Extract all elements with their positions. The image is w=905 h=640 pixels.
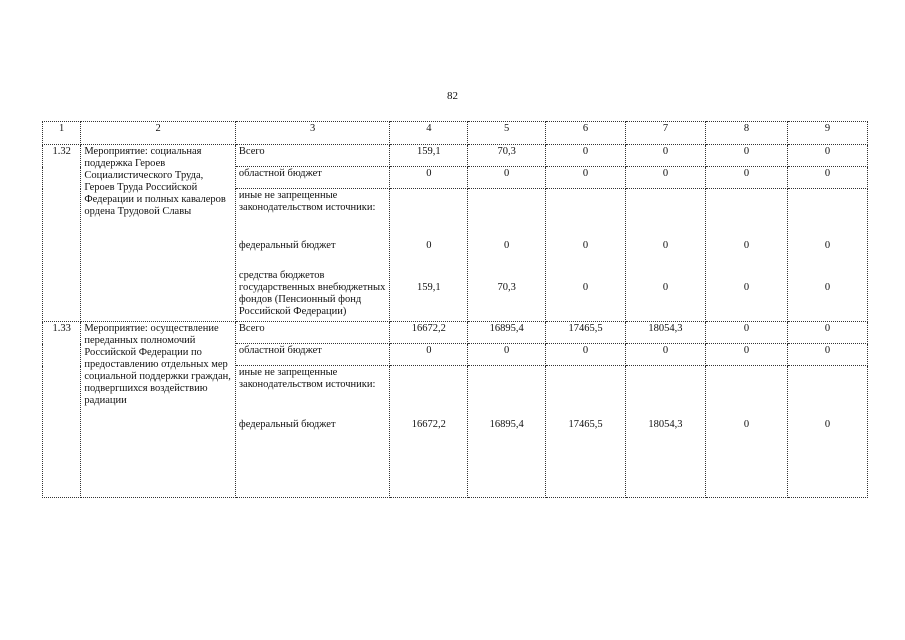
table-header-row bbox=[43, 122, 868, 145]
value-cell bbox=[787, 366, 867, 498]
value-cell: 0 bbox=[705, 344, 787, 366]
source-label: областной бюджет bbox=[235, 344, 390, 366]
table-row bbox=[43, 145, 868, 167]
value: 0 bbox=[504, 240, 510, 251]
source-label: Всего bbox=[235, 322, 390, 344]
value-cell bbox=[546, 189, 626, 322]
header-cell: 9 bbox=[787, 122, 867, 145]
value-cell bbox=[705, 189, 787, 322]
value-cell: 0 bbox=[625, 344, 705, 366]
source-label: федеральный бюджет bbox=[238, 240, 336, 251]
source-label: Всего bbox=[235, 145, 390, 167]
value-cell bbox=[468, 189, 546, 322]
value-cell: 0 bbox=[390, 167, 468, 189]
value-cell bbox=[625, 366, 705, 498]
value: 70,3 bbox=[497, 282, 516, 293]
header-cell: 4 bbox=[390, 122, 468, 145]
budget-table bbox=[42, 121, 868, 498]
value-cell: 16672,2 bbox=[390, 322, 468, 344]
value-cell: 18054,3 bbox=[625, 322, 705, 344]
source-group-label: иные не запрещенные законодательством источники: bbox=[238, 367, 376, 390]
value: 0 bbox=[824, 419, 831, 430]
value: 16672,2 bbox=[411, 419, 446, 430]
value: 0 bbox=[662, 240, 669, 251]
source-label: федеральный бюджет bbox=[238, 419, 336, 430]
event-description: Мероприятие: осуществление переданных полномочий Российской Федерации по предоставлению отдельных мер социальной поддержки граждан, подвергшихся воздействию радиации bbox=[81, 322, 236, 498]
value: 159,1 bbox=[417, 282, 441, 293]
value-cell: 17465,5 bbox=[546, 322, 626, 344]
value: 16895,4 bbox=[489, 419, 524, 430]
value-cell: 0 bbox=[468, 167, 546, 189]
header-cell: 8 bbox=[705, 122, 787, 145]
value-cell bbox=[625, 189, 705, 322]
value-cell: 0 bbox=[705, 167, 787, 189]
value-cell: 0 bbox=[705, 145, 787, 167]
source-label: областной бюджет bbox=[235, 167, 390, 189]
header-cell: 7 bbox=[625, 122, 705, 145]
value-cell bbox=[390, 189, 468, 322]
value: 17465,5 bbox=[568, 419, 603, 430]
header-cell: 5 bbox=[468, 122, 546, 145]
source-group-label: иные не запрещенные законодательством источники: bbox=[238, 190, 376, 213]
header-cell: 2 bbox=[81, 122, 236, 145]
value-cell: 0 bbox=[546, 145, 626, 167]
value-cell: 0 bbox=[546, 344, 626, 366]
value: 0 bbox=[743, 240, 750, 251]
value-cell: 0 bbox=[787, 145, 867, 167]
row-index: 1.32 bbox=[43, 145, 81, 322]
value-cell bbox=[705, 366, 787, 498]
value: 18054,3 bbox=[648, 419, 683, 430]
source-label: средства бюджетов государственных внебюджетных фондов (Пенсионный фонд Российской Федерации) bbox=[238, 270, 386, 317]
value-cell: 0 bbox=[546, 167, 626, 189]
header-cell: 6 bbox=[546, 122, 626, 145]
value-cell: 0 bbox=[787, 344, 867, 366]
value-cell: 0 bbox=[390, 344, 468, 366]
value-cell: 0 bbox=[787, 322, 867, 344]
value-cell bbox=[390, 366, 468, 498]
value-cell bbox=[468, 366, 546, 498]
value: 0 bbox=[426, 240, 432, 251]
value: 0 bbox=[743, 419, 750, 430]
source-group bbox=[235, 366, 390, 498]
value: 0 bbox=[743, 282, 750, 293]
value-cell: 70,3 bbox=[468, 145, 546, 167]
value: 0 bbox=[824, 240, 831, 251]
value-cell: 0 bbox=[705, 322, 787, 344]
table-row bbox=[43, 322, 868, 344]
value-cell: 16895,4 bbox=[468, 322, 546, 344]
value: 0 bbox=[582, 240, 589, 251]
value-cell: 0 bbox=[787, 167, 867, 189]
value: 0 bbox=[582, 282, 589, 293]
source-group bbox=[235, 189, 390, 322]
value-cell bbox=[546, 366, 626, 498]
value-cell: 159,1 bbox=[390, 145, 468, 167]
value-cell: 0 bbox=[625, 167, 705, 189]
value-cell bbox=[787, 189, 867, 322]
value-cell: 0 bbox=[625, 145, 705, 167]
page-number: 82 bbox=[447, 90, 458, 102]
value: 0 bbox=[824, 282, 831, 293]
row-index: 1.33 bbox=[43, 322, 81, 498]
value-cell: 0 bbox=[468, 344, 546, 366]
value: 0 bbox=[662, 282, 669, 293]
header-cell: 3 bbox=[235, 122, 390, 145]
header-cell: 1 bbox=[43, 122, 81, 145]
event-description: Мероприятие: социальная поддержка Героев Социалистического Труда, Героев Труда Российской Федерации и полных кавалеров ордена Трудовой Славы bbox=[81, 145, 236, 322]
